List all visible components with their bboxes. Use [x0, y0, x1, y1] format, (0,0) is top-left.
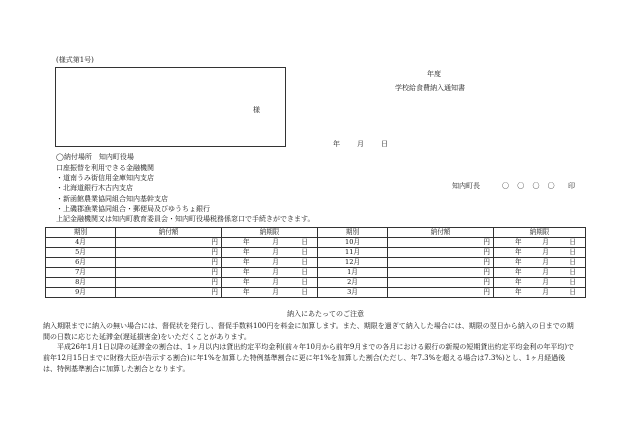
- due-date-y: 年: [243, 277, 250, 286]
- form-number: (様式第1号): [56, 56, 94, 64]
- bank-intro: 口座振替を利用できる金融機関: [56, 164, 154, 172]
- table-row: [46, 248, 586, 258]
- due-date-m: 月: [542, 267, 549, 276]
- due-date-y: 年: [515, 237, 522, 246]
- due-date-cell: [494, 238, 586, 248]
- header-amount: 納付額: [116, 228, 222, 238]
- due-date-m: 月: [272, 287, 279, 296]
- due-date-m: 月: [272, 267, 279, 276]
- mayor-title: 知内町長: [452, 182, 480, 190]
- amount-cell: 円: [116, 248, 222, 258]
- notes-paragraph: 平成26年1月1日以降の延滞金の割合は、1ヶ月以内は貸出約定平均金利(前々年10月から前年9月までの各月における銀行の新規の短期貸出約定平均金利の年平均)で前年12月15日までに財務大臣が告示する割合)に年1%を加算した特例基準割合に更に年1%を加算した割合(ただし、年7.3%を超える場合は7.3%)とし、1ヶ月経過後は、特例基準割合に加算した割合となります。: [43, 343, 575, 373]
- amount-cell: 円: [116, 258, 222, 268]
- bank-item: ・北海道銀行木古内支店: [56, 184, 133, 192]
- due-date-d: 日: [569, 267, 576, 276]
- period-cell: 4月: [46, 238, 116, 248]
- due-date-m: 月: [272, 277, 279, 286]
- due-date-y: 年: [243, 287, 250, 296]
- amount-cell: 円: [116, 268, 222, 278]
- amount-cell: 円: [388, 268, 494, 278]
- due-date-y: 年: [243, 267, 250, 276]
- header-period: 期別: [46, 228, 116, 238]
- due-date-m: 月: [272, 257, 279, 266]
- due-date-d: 日: [301, 237, 308, 246]
- header-due: 納期限: [222, 228, 318, 238]
- header-period: 期別: [318, 228, 388, 238]
- table-row: [46, 278, 586, 288]
- table-row: [46, 288, 586, 298]
- period-cell: 7月: [46, 268, 116, 278]
- due-date-d: 日: [569, 257, 576, 266]
- due-date-d: 日: [569, 237, 576, 246]
- period-cell: 12月: [318, 258, 388, 268]
- due-date-d: 日: [569, 287, 576, 296]
- period-cell: 5月: [46, 248, 116, 258]
- period-cell: 9月: [46, 288, 116, 298]
- period-cell: 1月: [318, 268, 388, 278]
- table-header-row: [46, 228, 586, 238]
- due-date-d: 日: [301, 277, 308, 286]
- due-date-y: 年: [515, 257, 522, 266]
- due-date-cell: [222, 248, 318, 258]
- due-date-y: 年: [243, 247, 250, 256]
- bank-item: ・道南うみ街信用金庫知内支店: [56, 174, 154, 182]
- due-date-d: 日: [301, 267, 308, 276]
- due-date-m: 月: [542, 257, 549, 266]
- amount-cell: 円: [116, 288, 222, 298]
- mayor-seal: 印: [568, 182, 575, 190]
- amount-cell: 円: [388, 278, 494, 288]
- due-date-d: 日: [301, 287, 308, 296]
- due-date-m: 月: [542, 287, 549, 296]
- due-date-cell: [222, 288, 318, 298]
- notes-paragraph: 納入期限までに納入の無い場合には、督促状を発行し、督促手数料100円を料金に加算します。また、期限を過ぎて納入した場合には、期限の翌日から納入の日までの期間の日数に応じた延滞金(遅延損害金)をいただくことがあります。: [43, 322, 574, 341]
- period-cell: 6月: [46, 258, 116, 268]
- due-date-y: 年: [515, 247, 522, 256]
- due-date-y: 年: [515, 267, 522, 276]
- due-date-d: 日: [301, 247, 308, 256]
- due-date-m: 月: [542, 277, 549, 286]
- due-date-y: 年: [243, 257, 250, 266]
- due-date-cell: [222, 238, 318, 248]
- due-date-cell: [494, 288, 586, 298]
- period-cell: 10月: [318, 238, 388, 248]
- recipient-suffix: 様: [253, 106, 260, 114]
- period-cell: 2月: [318, 278, 388, 288]
- due-date-y: 年: [515, 277, 522, 286]
- amount-cell: 円: [116, 238, 222, 248]
- amount-cell: 円: [116, 278, 222, 288]
- table-row: [46, 258, 586, 268]
- recipient-address-box: [55, 67, 286, 147]
- bank-item: ・上磯郡漁業協同組合・郵便局及びゆうちょ銀行: [56, 205, 210, 213]
- table-row: [46, 238, 586, 248]
- notes-body: [43, 321, 577, 375]
- amount-cell: 円: [388, 258, 494, 268]
- amount-cell: 円: [388, 248, 494, 258]
- notes-title: 納入にあたってのご注意: [287, 310, 364, 318]
- due-date-cell: [494, 268, 586, 278]
- due-date-m: 月: [272, 237, 279, 246]
- due-date-m: 月: [542, 237, 549, 246]
- document-title: 学校給食費納入通知書: [395, 84, 465, 92]
- due-date-cell: [494, 248, 586, 258]
- due-date-cell: [494, 258, 586, 268]
- fiscal-year-label: 年度: [427, 70, 441, 78]
- due-date-y: 年: [243, 237, 250, 246]
- payment-schedule-table: [45, 227, 586, 298]
- amount-cell: 円: [388, 238, 494, 248]
- period-cell: 8月: [46, 278, 116, 288]
- bank-item: ・新函館農業協同組合知内基幹支店: [56, 195, 168, 203]
- period-cell: 11月: [318, 248, 388, 258]
- due-date-d: 日: [569, 277, 576, 286]
- due-date-m: 月: [272, 247, 279, 256]
- due-date-d: 日: [301, 257, 308, 266]
- period-cell: 3月: [318, 288, 388, 298]
- header-due: 納期限: [494, 228, 586, 238]
- payment-place: ◯納付場所 知内町役場: [56, 153, 134, 161]
- header-amount: 納付額: [388, 228, 494, 238]
- mayor-name: 〇 〇 〇 〇: [502, 182, 558, 190]
- issue-date-month: 月: [357, 140, 364, 148]
- due-date-y: 年: [515, 287, 522, 296]
- due-date-cell: [494, 278, 586, 288]
- amount-cell: 円: [388, 288, 494, 298]
- issue-date-day: 日: [381, 140, 388, 148]
- due-date-m: 月: [542, 247, 549, 256]
- table-row: [46, 268, 586, 278]
- due-date-cell: [222, 268, 318, 278]
- bank-procedure: 上記金融機関又は知内町教育委員会・知内町役場税務係窓口で手続きができます。: [56, 215, 315, 223]
- due-date-cell: [222, 278, 318, 288]
- due-date-cell: [222, 258, 318, 268]
- issue-date-year: 年: [333, 140, 340, 148]
- due-date-d: 日: [569, 247, 576, 256]
